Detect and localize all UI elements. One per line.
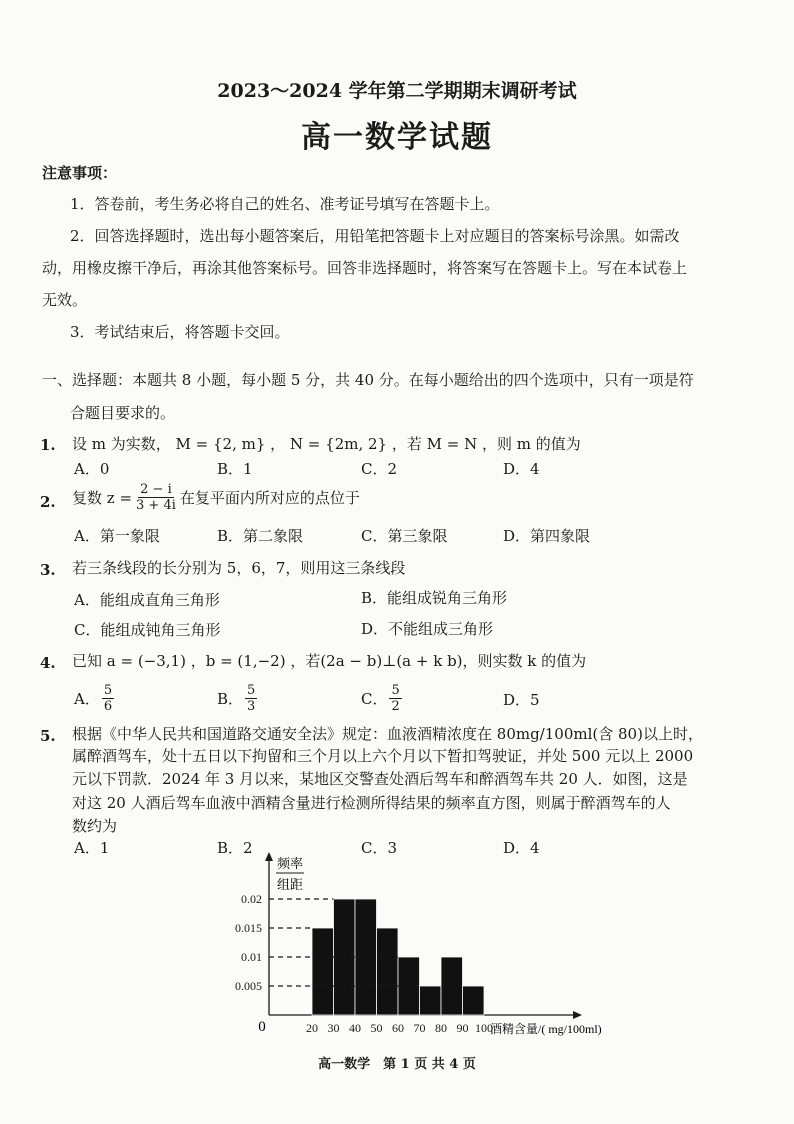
q1-stem: 设 m 为实数， M = {2, m} ， N = {2m, 2} ，若 M = N ，则 m 的值为 (72, 435, 581, 453)
notice-item-2-line-2: 动，用橡皮擦干净后，再涂其他答案标号。回答非选择题时，将答案写在答题卡上。写在本试卷上 (42, 259, 688, 277)
q5-line-5: 数约为 (72, 817, 118, 835)
histogram-ylabel-bottom: 组距 (277, 877, 304, 892)
histogram-x-tick-label: 50 (370, 1021, 383, 1035)
histogram-bar-50-60 (377, 928, 399, 1015)
q4-option-b-denominator: 3 (247, 699, 256, 714)
q4-option-c-denominator: 2 (391, 699, 400, 714)
q4-stem: 已知 a = (−3,1) ，b = (1,−2) ，若(2a − b)⊥(a + k b)，则实数 k 的值为 (72, 652, 587, 670)
histogram-x-tick-label: 70 (413, 1021, 426, 1035)
histogram-bar-40-50 (355, 899, 377, 1015)
q2-option-b: B．第二象限 (217, 527, 304, 545)
histogram-x-tick-label: 90 (456, 1021, 469, 1035)
histogram-x-tick-label: 100 (475, 1021, 493, 1035)
q5-line-2: 属醉酒驾车，处十五日以下拘留和三个月以上六个月以下暂扣驾驶证，并处 500 元以上 2000 (72, 747, 694, 765)
histogram-bar-80-90 (441, 957, 463, 1015)
q1-number: 1. (40, 436, 56, 454)
subject-title: 高一数学试题 (301, 120, 493, 155)
q3-option-d: D．不能组成三角形 (361, 620, 494, 638)
histogram-x-tick-label: 30 (327, 1021, 340, 1035)
histogram-x-tick-label: 80 (435, 1021, 447, 1035)
histogram-ylabel-top: 频率 (277, 856, 304, 871)
histogram-y-tick-label: 0.01 (241, 950, 262, 964)
notice-heading: 注意事项： (42, 164, 118, 182)
q2-option-d: D．第四象限 (503, 527, 591, 545)
q4-option-b-numerator: 5 (247, 683, 256, 698)
q2-fraction-numerator: 2 − i (140, 482, 172, 497)
notice-item-1: 1．答卷前，考生务必将自己的姓名、准考证号填写在答题卡上。 (70, 195, 500, 213)
q4-option-d: D．5 (503, 691, 540, 709)
notice-item-3: 3．考试结束后，将答题卡交回。 (70, 323, 290, 341)
q3-option-a: A．能组成直角三角形 (74, 591, 220, 609)
q4-option-a-denominator: 6 (103, 699, 113, 714)
q3-option-c: C．能组成钝角三角形 (74, 621, 221, 639)
q3-number: 3. (40, 561, 56, 579)
q5-number: 5. (40, 727, 56, 745)
q1-option-b: B．1 (217, 460, 253, 478)
q4-option-b-label: B． (217, 689, 244, 708)
histogram-x-axis-arrow (573, 1011, 582, 1019)
histogram-x-tick-label: 60 (392, 1021, 404, 1035)
q2-option-c: C．第三象限 (361, 527, 448, 545)
q5-option-a: A．1 (74, 839, 110, 857)
histogram-y-axis-arrow (265, 852, 273, 861)
q3-option-b: B．能组成锐角三角形 (361, 589, 508, 607)
q5-option-d: D．4 (503, 839, 540, 857)
q5-option-b: B．2 (217, 839, 253, 857)
histogram-bar-20-30 (312, 928, 334, 1015)
q4-option-a-numerator: 5 (103, 683, 113, 698)
q5-line-3: 元以下罚款．2024 年 3 月以来，某地区交警查处酒后驾车和醉酒驾车共 20 人．如图，这是 (72, 770, 688, 788)
q2-option-a: A．第一象限 (74, 527, 160, 545)
q5-line-4: 对这 20 人酒后驾车血液中酒精含量进行检测所得结果的频率直方图，则属于醉酒驾车的人 (72, 794, 671, 812)
q5-line-1: 根据《中华人民共和国道路交通安全法》规定：血液酒精浓度在 80mg/100ml(含 80)以上时， (72, 725, 703, 743)
histogram-xlabel: 酒精含量/( mg/100ml) (490, 1022, 602, 1036)
page-footer: 高一数学 第 1 页 共 4 页 (318, 1057, 476, 1072)
histogram-bar-70-80 (420, 986, 442, 1015)
exam-title: 2023～2024 学年第二学期期末调研考试 (217, 80, 577, 102)
histogram-x-tick-label: 40 (349, 1021, 361, 1035)
histogram-x-tick-label: 20 (306, 1021, 318, 1035)
q2-number: 2. (40, 493, 56, 511)
section-1-line-1: 一、选择题：本题共 8 小题，每小题 5 分，共 40 分。在每小题给出的四个选项中，只有一项是符 (42, 371, 694, 389)
q2-stem-pre: 复数 z = (72, 488, 133, 507)
q5-option-c: C．3 (361, 839, 398, 857)
q1-option-a: A．0 (74, 460, 110, 478)
q1-option-d: D．4 (503, 460, 540, 478)
histogram-y-tick-label: 0.005 (235, 979, 262, 993)
histogram-bar-90-100 (463, 986, 485, 1015)
notice-item-2-line-1: 2．回答选择题时，选出每小题答案后，用铅笔把答题卡上对应题目的答案标号涂黑。如需改 (70, 227, 680, 245)
q2-stem-post: 在复平面内所对应的点位于 (179, 488, 360, 507)
section-1-line-2: 合题目要求的。 (70, 404, 176, 422)
q3-stem: 若三条线段的长分别为 5，6，7，则用这三条线段 (72, 559, 406, 577)
q2-fraction-denominator: 3 + 4i (136, 498, 176, 513)
histogram-origin-label: 0 (258, 1019, 266, 1035)
q4-option-a-label: A． (74, 689, 100, 708)
histogram-y-tick-label: 0.02 (241, 892, 262, 906)
q4-option-c-label: C． (361, 689, 388, 708)
notice-item-2-line-3: 无效。 (42, 291, 88, 309)
q4-option-c-numerator: 5 (391, 683, 400, 698)
histogram-y-tick-label: 0.015 (235, 921, 262, 935)
q4-number: 4. (40, 654, 56, 672)
q1-option-c: C．2 (361, 460, 398, 478)
